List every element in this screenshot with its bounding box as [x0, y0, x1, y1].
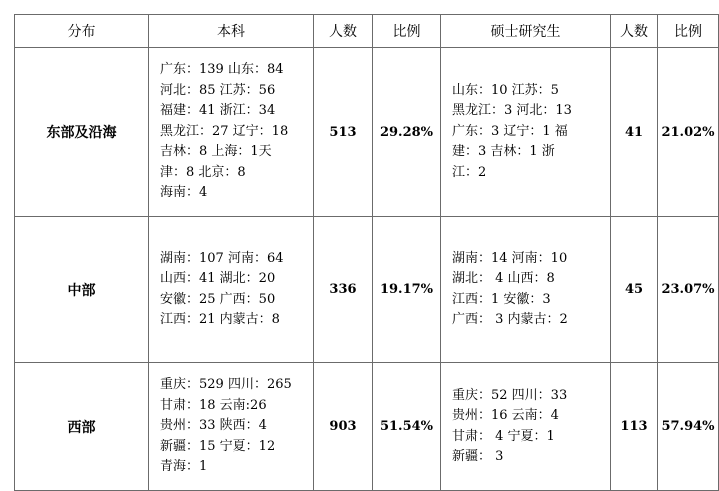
distribution-table — [14, 14, 719, 491]
grad-ratio-cell: 57.94% — [658, 363, 719, 491]
table-row-east — [15, 48, 719, 217]
region-cell: 西部 — [15, 363, 149, 491]
header-undergrad: 本科 — [149, 15, 314, 48]
grad-ratio-cell: 21.02% — [658, 48, 719, 217]
header-undergrad-count: 人数 — [314, 15, 373, 48]
table-row-west — [15, 363, 719, 491]
breakdown-line: 湖南：14 河南：10 — [452, 250, 568, 266]
breakdown-line: 甘肃：18 云南:26 — [160, 397, 267, 413]
breakdown-line: 山西：41 湖北：20 — [160, 271, 276, 286]
grad-count-cell: 41 — [611, 48, 658, 217]
header-grad-count: 人数 — [611, 15, 658, 48]
header-undergrad-ratio: 比例 — [373, 15, 441, 48]
breakdown-line: 新疆： 3 — [452, 449, 504, 464]
undergrad-breakdown-cell — [149, 363, 314, 491]
breakdown-line: 黑龙江：27 辽宁：18 — [160, 123, 289, 139]
distribution-table-container — [14, 14, 719, 491]
grad-breakdown-cell — [441, 363, 611, 491]
undergrad-count-cell: 513 — [314, 48, 373, 217]
header-row — [15, 15, 719, 48]
undergrad-ratio-cell: 19.17% — [373, 217, 441, 363]
breakdown-line: 新疆：15 宁夏：12 — [160, 438, 276, 454]
grad-ratio-cell: 23.07% — [658, 217, 719, 363]
breakdown-line: 湖北： 4 山西：8 — [452, 271, 555, 286]
breakdown-line: 安徽：25 广西：50 — [160, 291, 276, 307]
breakdown-line: 广东：3 辽宁：1 福 — [452, 123, 568, 139]
header-grad: 硕士研究生 — [441, 15, 611, 48]
undergrad-count-cell: 336 — [314, 217, 373, 363]
breakdown-line: 重庆：52 四川：33 — [452, 387, 568, 403]
breakdown-line: 贵州：33 陕西：4 — [160, 418, 267, 434]
breakdown-line: 江西：21 内蒙古：8 — [160, 312, 280, 327]
undergrad-count-cell: 903 — [314, 363, 373, 491]
grad-breakdown-cell — [441, 48, 611, 217]
grad-count-cell: 113 — [611, 363, 658, 491]
breakdown-line: 江：2 — [452, 164, 487, 180]
breakdown-line: 贵州：16 云南：4 — [452, 408, 559, 423]
undergrad-ratio-cell: 29.28% — [373, 48, 441, 217]
grad-count-cell: 45 — [611, 217, 658, 363]
breakdown-line: 江西：1 安徽：3 — [452, 291, 551, 307]
region-cell: 东部及沿海 — [15, 48, 149, 217]
breakdown-line: 建：3 吉林：1 浙 — [452, 144, 555, 160]
breakdown-line: 山东：10 江苏：5 — [452, 82, 559, 98]
undergrad-breakdown-cell — [149, 217, 314, 363]
breakdown-line: 广东：139 山东：84 — [160, 62, 284, 78]
undergrad-breakdown-cell — [149, 48, 314, 217]
breakdown-line: 河北：85 江苏：56 — [160, 82, 276, 98]
breakdown-line: 福建：41 浙江：34 — [160, 103, 276, 119]
breakdown-line: 广西： 3 内蒙古：2 — [452, 312, 568, 327]
breakdown-line: 甘肃： 4 宁夏：1 — [452, 428, 555, 444]
undergrad-ratio-cell: 51.54% — [373, 363, 441, 491]
breakdown-line: 湖南：107 河南：64 — [160, 250, 284, 266]
breakdown-line: 吉林：8 上海：1天 — [160, 144, 272, 160]
region-cell: 中部 — [15, 217, 149, 363]
header-grad-ratio: 比例 — [658, 15, 719, 48]
breakdown-line: 黑龙江：3 河北：13 — [452, 103, 572, 119]
breakdown-line: 海南：4 — [160, 185, 208, 201]
breakdown-line: 津：8 北京：8 — [160, 164, 246, 180]
breakdown-line: 重庆：529 四川：265 — [160, 377, 292, 393]
breakdown-line: 青海：1 — [160, 459, 208, 475]
table-row-central — [15, 217, 719, 363]
grad-breakdown-cell — [441, 217, 611, 363]
header-region: 分布 — [15, 15, 149, 48]
